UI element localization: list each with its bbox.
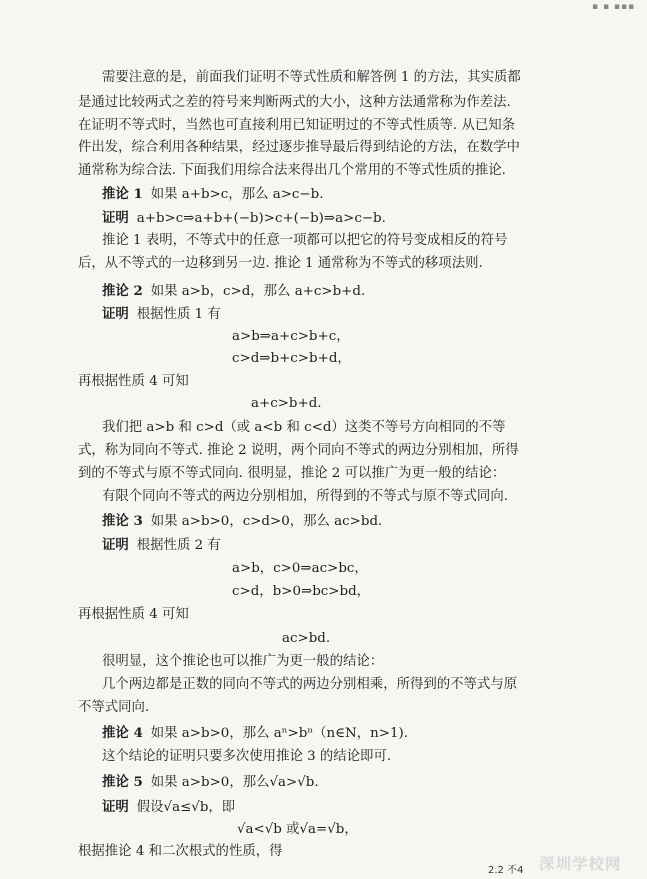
proof-label: 证明 [102,210,129,226]
page-marker: 2.2 不4 [488,865,524,876]
proof-3 [102,537,221,554]
equation: c>d，b>0⇒bc>bd， [232,584,371,599]
body-line: 几个两边都是正数的同向不等式的两边分别相乘，所得到的不等式与原 [102,677,518,692]
body-line: 通常称为综合法. 下面我们用综合法来得出几个常用的不等式性质的推论. [78,163,506,178]
corollary-label: 推论 4 [102,725,143,741]
body-line: 很明显，这个推论也可以推广为更一般的结论： [102,654,384,669]
body-line: 不等式同向. [78,700,150,715]
corollary-label: 推论 3 [102,513,143,529]
proof-2 [102,306,221,323]
proof-1 [102,210,386,227]
proof-label: 证明 [102,799,129,815]
corollary-label: 推论 5 [102,774,143,790]
corollary-statement: 如果 a+b>c，那么 a>c−b. [150,187,324,202]
body-line: 是通过比较两式之差的符号来判断两式的大小，这种方法通常称为作差法. [78,95,511,110]
body-line: 到的不等式与原不等式同向. 很明显，推论 2 可以推广为更一般的结论： [78,466,506,481]
corollary-2 [102,283,365,300]
body-line: 在证明不等式时，当然也可直接利用已知证明过的不等式性质等. 从已知条 [78,118,516,133]
equation: a+c>b+d. [251,396,322,411]
proof-label: 证明 [102,306,129,322]
body-line: 我们把 a>b 和 c>d（或 a<b 和 c<d）这类不等号方向相同的不等 [102,420,506,435]
body-line: 再根据性质 4 可知 [78,374,189,389]
body-line: 推论 1 表明，不等式中的任意一项都可以把它的符号变成相反的符号 [102,233,508,248]
corollary-label: 推论 1 [102,186,143,202]
proof-5 [102,799,235,816]
equation: √a<√b 或√a=√b， [237,822,358,837]
proof-text: a+b>c⇒a+b+(−b)>c+(−b)⇒a>c−b. [136,211,386,226]
corollary-5 [102,774,319,791]
body-line: 这个结论的证明只要多次使用推论 3 的结论即可. [102,749,392,764]
body-line: 件出发，综合利用各种结果，经过逐步推导最后得到结论的方法，在数学中 [78,140,520,155]
equation: a>b⇒a+c>b+c， [232,329,350,344]
corollary-statement: 如果 a>b>0，那么√a>√b. [150,775,319,790]
body-line: 有限个同向不等式的两边分别相加，所得到的不等式与原不等式同向. [102,489,508,504]
equation: c>d⇒b+c>b+d， [232,351,351,366]
body-line: 再根据性质 4 可知 [78,607,189,622]
proof-text: 根据性质 1 有 [136,307,221,322]
body-line: 需要注意的是，前面我们证明不等式性质和解答例 1 的方法，其实质都 [102,70,521,85]
corollary-4 [102,725,408,742]
equation: a>b，c>0⇒ac>bc， [232,561,368,576]
body-line: 后，从不等式的一边移到另一边. 推论 1 通常称为不等式的移项法则. [78,256,483,271]
watermark-logo: 深圳学校网 [539,855,622,873]
corollary-statement: 如果 a>b>0，c>d>0，那么 ac>bd. [150,514,383,529]
equation: ac>bd. [282,631,331,646]
corollary-statement: 如果 a>b>0，那么 aⁿ>bⁿ（n∈N，n>1). [150,726,408,741]
corollary-label: 推论 2 [102,283,143,299]
body-line: 式，称为同向不等式. 推论 2 说明，两个同向不等式的两边分别相加，所得 [78,443,519,458]
corollary-3 [102,513,382,530]
corollary-statement: 如果 a>b，c>d，那么 a+c>b+d. [150,284,366,299]
proof-label: 证明 [102,537,129,553]
top-corner-marks: ▪ ▪ ▪▪▪ [592,2,636,12]
body-line: 根据推论 4 和二次根式的性质，得 [78,844,283,859]
proof-text: 根据性质 2 有 [136,538,221,553]
corollary-1 [102,186,323,203]
proof-text: 假设√a≤√b，即 [136,800,236,815]
